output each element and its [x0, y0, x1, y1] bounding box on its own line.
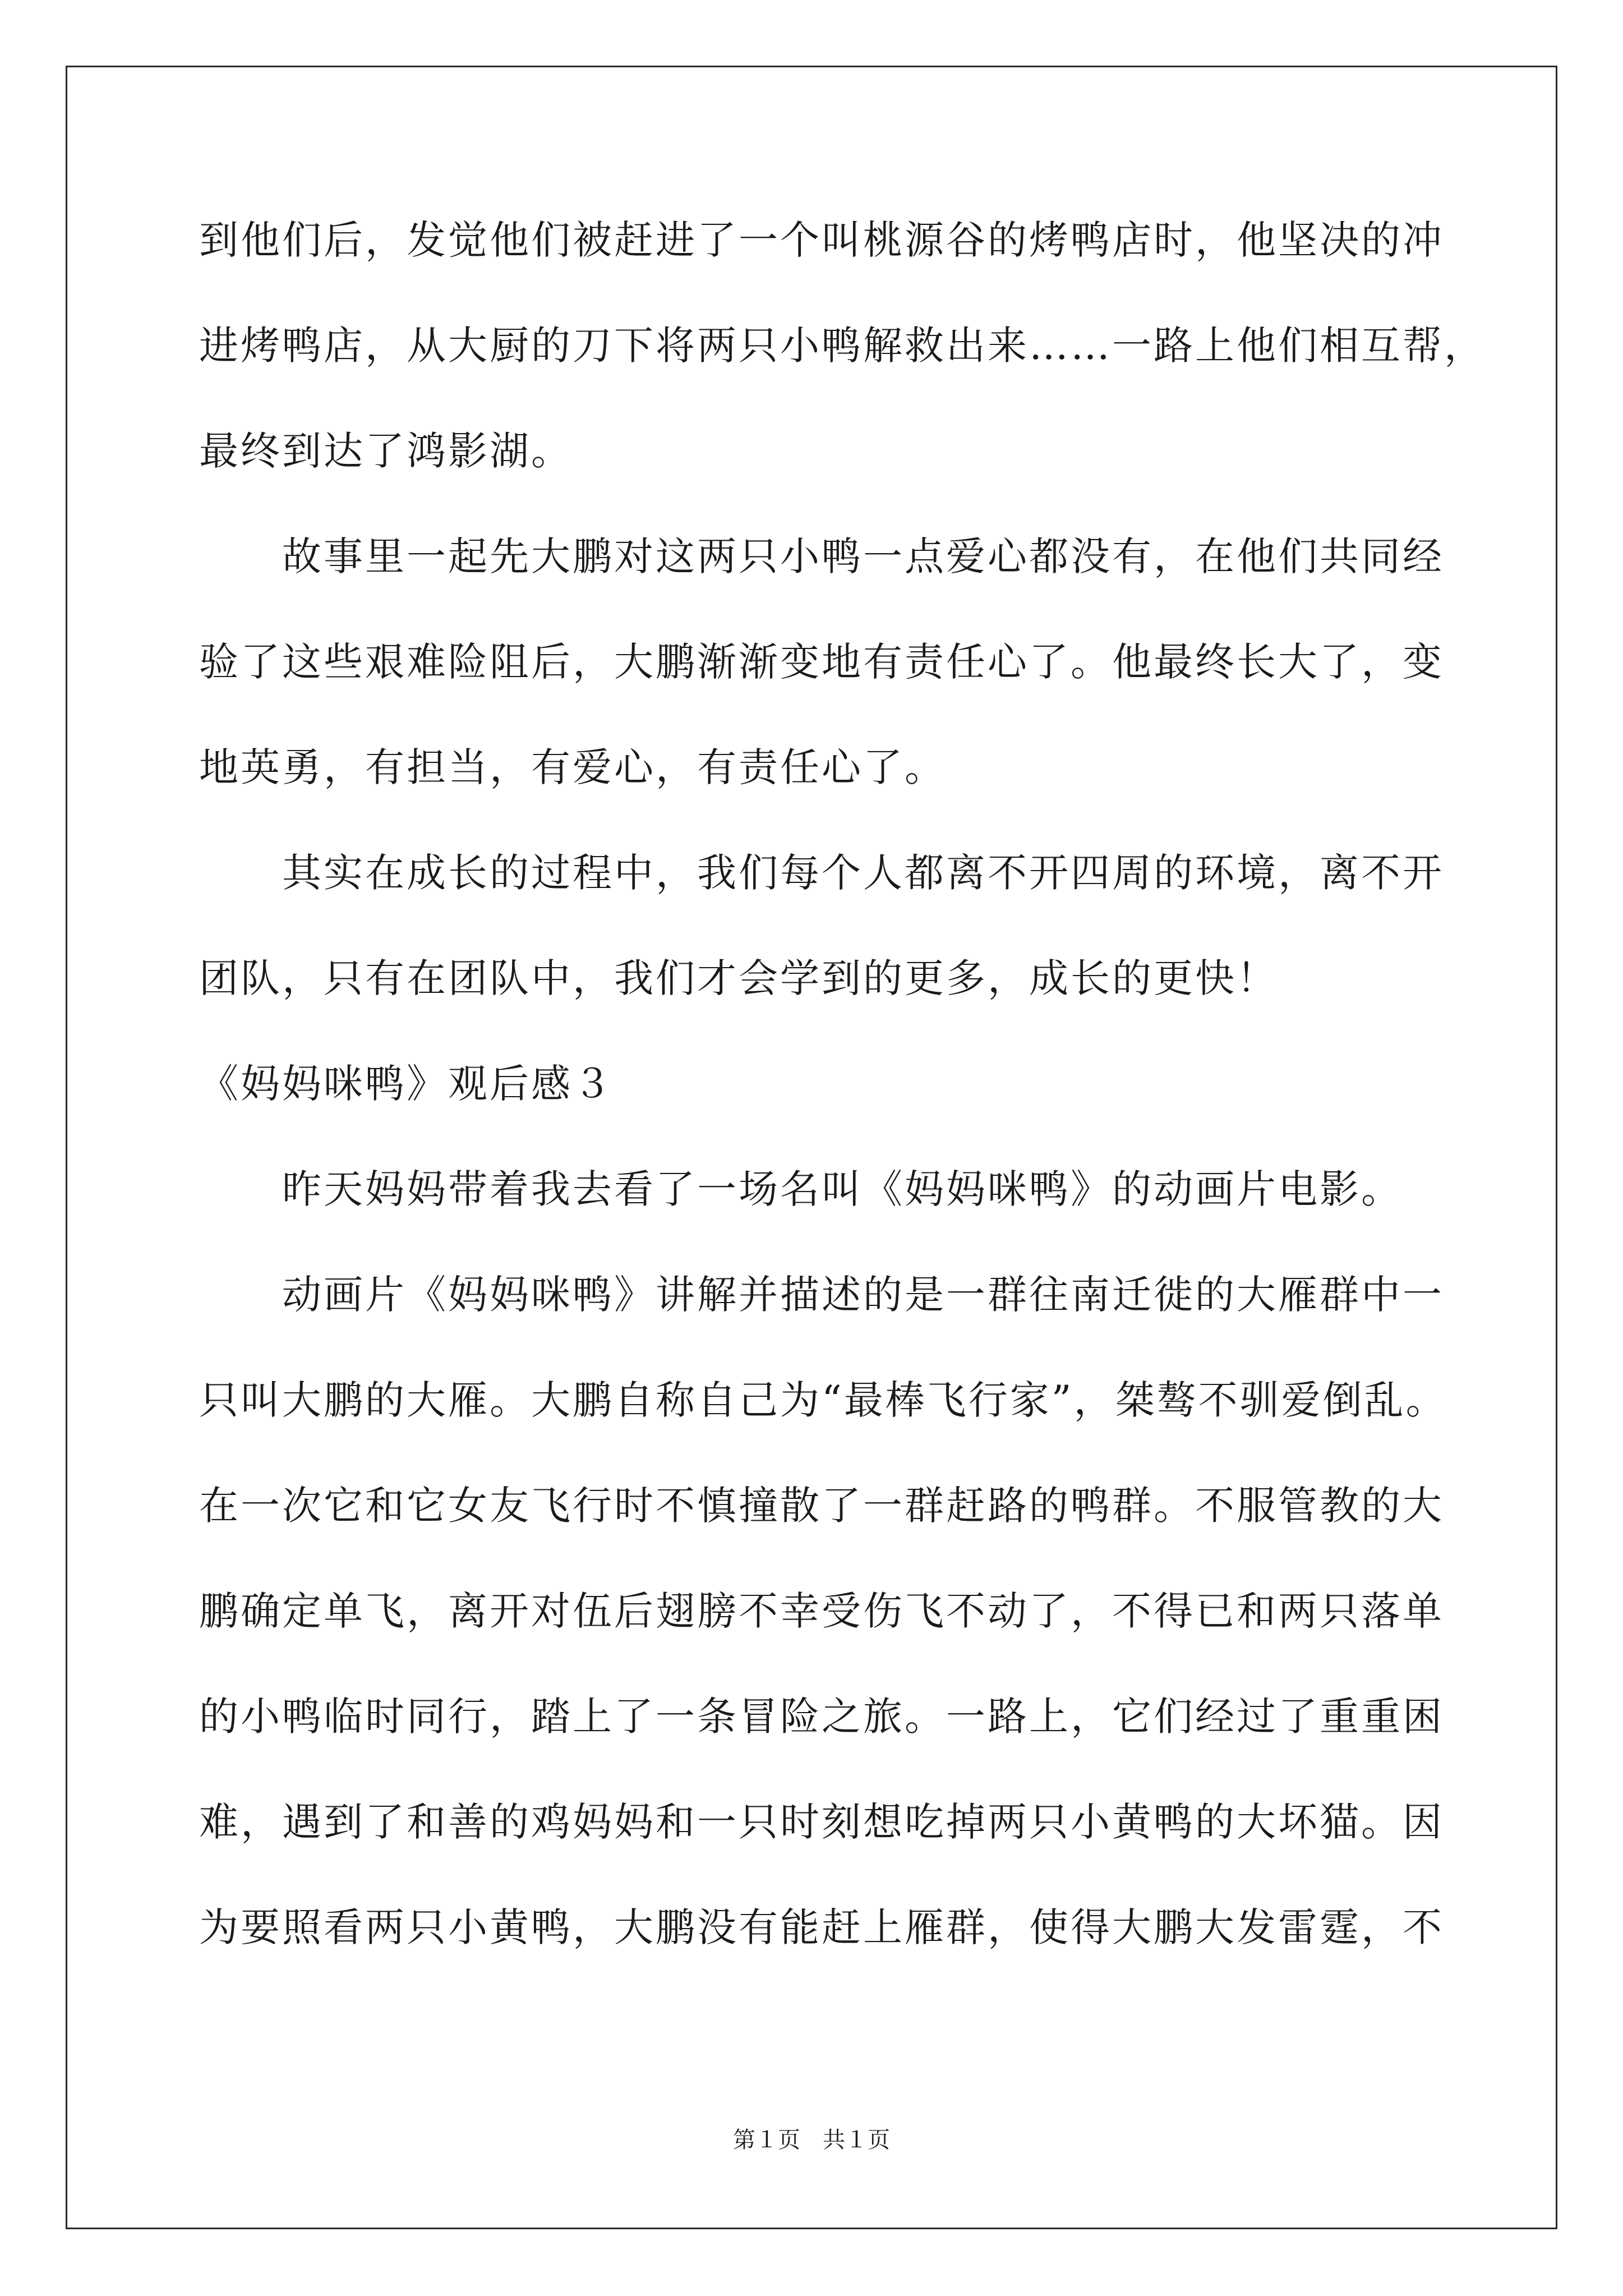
text-line: 到他们后，发觉他们被赶进了一个叫桃源谷的烤鸭店时，他坚决的冲: [199, 217, 1444, 263]
text-line: 进烤鸭店，从大厨的刀下将两只小鸭解救出来……一路上他们相互帮，: [199, 323, 1486, 369]
text-line: 故事里一起先大鹏对这两只小鸭一点爱心都没有，在他们共同经: [199, 533, 1444, 579]
text-line: 验了这些艰难险阻后，大鹏渐渐变地有责任心了。他最终长大了，变: [199, 639, 1444, 685]
text-line: 团队，只有在团队中，我们才会学到的更多，成长的更快！: [199, 955, 1278, 1001]
text-line: 为要照看两只小黄鸭，大鹏没有能赶上雁群，使得大鹏大发雷霆，不: [199, 1904, 1444, 1950]
text-line: 难，遇到了和善的鸡妈妈和一只时刻想吃掉两只小黄鸭的大坏猫。因: [199, 1799, 1444, 1845]
text-line: 其实在成长的过程中，我们每个人都离不开四周的环境，离不开: [199, 850, 1444, 896]
text-line: 最终到达了鸿影湖。: [199, 428, 573, 474]
text-line: 鹏确定单飞，离开对伍后翅膀不幸受伤飞不动了，不得已和两只落单: [199, 1588, 1444, 1634]
text-line: 在一次它和它女友飞行时不慎撞散了一群赶路的鸭群。不服管教的大: [199, 1483, 1444, 1529]
text-line: 的小鸭临时同行，踏上了一条冒险之旅。一路上，它们经过了重重困: [199, 1694, 1444, 1740]
text-line: 动画片《妈妈咪鸭》讲解并描述的是一群往南迁徙的大雁群中一: [199, 1272, 1444, 1318]
text-line: 昨天妈妈带着我去看了一场名叫《妈妈咪鸭》的动画片电影。: [199, 1166, 1403, 1212]
text-line: 地英勇，有担当，有爱心，有责任心了。: [199, 744, 946, 790]
page-number: 第１页 共１页: [733, 2127, 890, 2153]
section-heading: 《妈妈咪鸭》观后感３: [199, 1061, 614, 1107]
text-line: 只叫大鹏的大雁。大鹏自称自己为“最棒飞行家”，桀骜不驯爱倒乱。: [199, 1377, 1447, 1423]
